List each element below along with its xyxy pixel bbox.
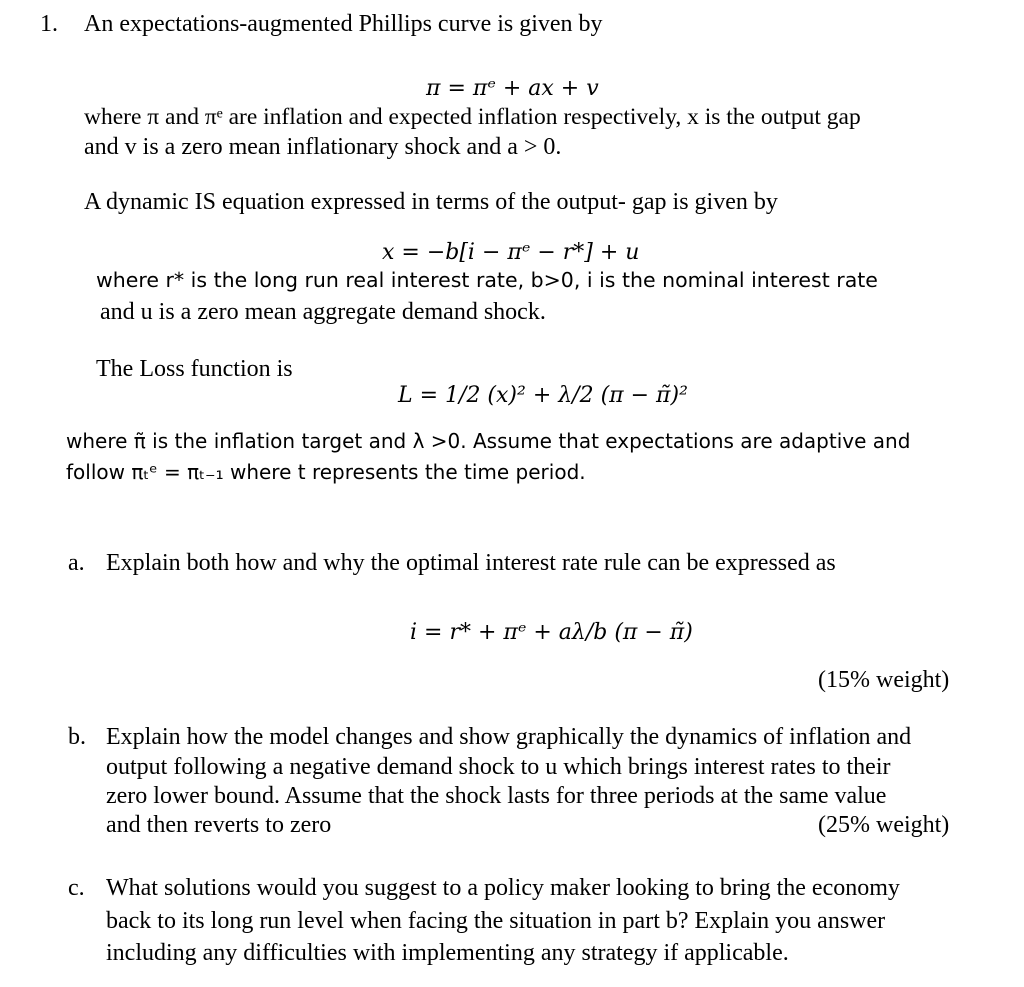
part-b-line-2: output following a negative demand shock to u which brings interest rates to their — [106, 754, 891, 780]
loss-definition-line-2: follow πₜᵉ = πₜ₋₁ where t represents the time period. — [66, 460, 586, 484]
part-b-line-1: Explain how the model changes and show graphically the dynamics of inflation and — [106, 724, 912, 750]
phillips-definition-line-1: where π and πᵉ are inflation and expected inflation respectively, x is the output gap — [84, 104, 861, 130]
is-equation: x = −b[i − πᵉ − r*] + u — [382, 240, 640, 265]
is-definition-line-2: and u is a zero mean aggregate demand shock. — [100, 299, 546, 325]
part-c-line-2: back to its long run level when facing the situation in part b? Explain you answer — [106, 908, 886, 934]
phillips-intro: An expectations-augmented Phillips curve is given by — [84, 11, 603, 37]
loss-equation: L = 1/2 (x)² + λ/2 (π − π̃)² — [398, 383, 688, 408]
question-number: 1. — [40, 11, 58, 37]
part-a-label: a. — [68, 550, 85, 576]
part-b-line-4: and then reverts to zero — [106, 812, 332, 838]
is-definition-line-1: where r* is the long run real interest rate, b>0, i is the nominal interest rate — [96, 268, 878, 292]
part-b-line-3: zero lower bound. Assume that the shock lasts for three periods at the same value — [106, 783, 887, 809]
optimal-rule-equation: i = r* + πᵉ + aλ/b (π − π̃) — [410, 620, 693, 645]
is-intro: A dynamic IS equation expressed in terms of the output- gap is given by — [84, 189, 778, 215]
part-a-weight: (15% weight) — [818, 667, 950, 693]
loss-intro: The Loss function is — [96, 356, 293, 382]
part-c-line-1: What solutions would you suggest to a policy maker looking to bring the economy — [106, 875, 900, 901]
phillips-equation — [426, 78, 599, 100]
part-c-line-3: including any difficulties with implementing any strategy if applicable. — [106, 940, 789, 966]
part-b-label: b. — [68, 724, 86, 750]
part-c-label: c. — [68, 875, 85, 901]
part-a-text: Explain both how and why the optimal interest rate rule can be expressed as — [106, 550, 836, 576]
part-b-weight: (25% weight) — [818, 812, 950, 838]
loss-definition-line-1: where π̃ is the inflation target and λ >0. Assume that expectations are adaptive and — [66, 429, 911, 453]
phillips-equation-text: π = πᵉ + ax + v — [426, 76, 599, 101]
phillips-definition-line-2: and v is a zero mean inflationary shock and a > 0. — [84, 134, 562, 160]
